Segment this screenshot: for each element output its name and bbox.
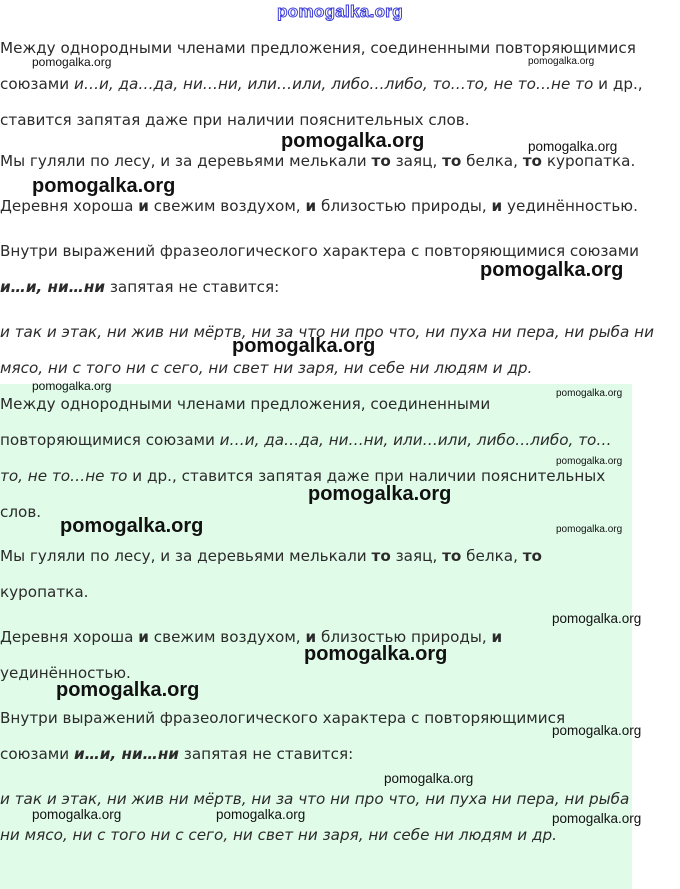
watermark: pomogalka.org: [32, 175, 176, 197]
watermark: pomogalka.org: [304, 643, 448, 665]
example-paragraph: Мы гуляли по лесу, и за деревьями мелькали то заяц, то белка, то куропатка.: [0, 152, 636, 170]
rule-paragraph: Внутри выражений фразеологического характера с повторяющимися союзами и…и, ни…ни запятая не ставится:: [0, 709, 566, 763]
watermark: pomogalka.org: [60, 515, 204, 537]
idiom-examples: и так и этак, ни жив ни мёртв, ни за что ни про что, ни пуха ни пера, ни рыба ни мясо, ни с того ни с сего, ни свет ни заря, ни себе ни людям и др.: [0, 790, 630, 844]
watermark: pomogalka.org: [32, 807, 122, 822]
watermark: pomogalka.org: [528, 56, 595, 67]
watermark: pomogalka.org: [480, 259, 624, 281]
watermark: pomogalka.org: [216, 807, 306, 822]
watermark: pomogalka.org: [556, 456, 623, 467]
conjunction-word: и: [491, 628, 503, 646]
conjunction-list: и…и, да…да, ни…ни, или…или, либо…либо, то…то, не то…не то: [73, 75, 594, 93]
idiom-examples: и так и этак, ни жив ни мёртв, ни за что ни про что, ни пуха ни пера, ни рыба ни мясо, ни с того ни с сего, ни свет ни заря, ни себе ни людям и др.: [0, 323, 654, 377]
rule-paragraph: Между однородными членами предложения, соединенными повторяющимися союзами и…и, да…да, ни…ни, или…или, либо…либо, то…то, не то…не то и др., ставится запятая даже при наличии пояснительных слов.: [0, 395, 612, 521]
conjunction-list: и…и, да…да, ни…ни, или…или, либо…либо, то…то, не то…не то: [0, 431, 612, 485]
rule-text-end: и др., ставится запятая даже при наличии пояснительных слов.: [0, 75, 643, 129]
rule-paragraph: [0, 30, 676, 138]
conjunction-word: то: [371, 547, 391, 565]
rule-text: Между однородными членами предложения, соединенными повторяющимися союзами: [0, 39, 636, 93]
watermark: pomogalka.org: [232, 335, 376, 357]
example-paragraph: Деревня хороша и свежим воздухом, и близостью природы, и уединённостью.: [0, 628, 503, 682]
watermark: pomogalka.org: [56, 679, 200, 701]
conjunction-word: то: [442, 547, 462, 565]
conjunction-word: то: [522, 547, 542, 565]
conjunction-word: и: [138, 197, 149, 215]
conjunction-list: и…и, ни…ни: [73, 745, 179, 763]
watermark: pomogalka.org: [552, 811, 642, 826]
watermark: pomogalka.org: [281, 130, 425, 152]
conjunction-list: и…и, ни…ни: [0, 278, 105, 296]
watermark: pomogalka.org: [32, 379, 112, 393]
conjunction-word: и: [305, 628, 317, 646]
conjunction-word: то: [442, 152, 462, 170]
site-header-logo[interactable]: pomogalka.org: [277, 2, 403, 21]
conjunction-word: и: [491, 197, 503, 215]
example-paragraph: Деревня хороша и свежим воздухом, и близостью природы, и уединённостью.: [0, 197, 638, 215]
watermark: pomogalka.org: [384, 771, 474, 786]
watermark: pomogalka.org: [552, 723, 642, 738]
watermark: pomogalka.org: [528, 139, 618, 154]
watermark: pomogalka.org: [32, 55, 112, 69]
conjunction-word: то: [522, 152, 542, 170]
conjunction-word: и: [138, 628, 149, 646]
example-paragraph: Мы гуляли по лесу, и за деревьями мелькали то заяц, то белка, то куропатка.: [0, 547, 542, 601]
watermark: pomogalka.org: [556, 388, 623, 399]
rule-paragraph: Внутри выражений фразеологического характера с повторяющимися союзами и…и, ни…ни запятая не ставится:: [0, 242, 640, 296]
watermark: pomogalka.org: [308, 483, 452, 505]
conjunction-word: и: [305, 197, 317, 215]
conjunction-word: то: [371, 152, 391, 170]
watermark: pomogalka.org: [552, 611, 642, 626]
watermark: pomogalka.org: [556, 524, 623, 535]
